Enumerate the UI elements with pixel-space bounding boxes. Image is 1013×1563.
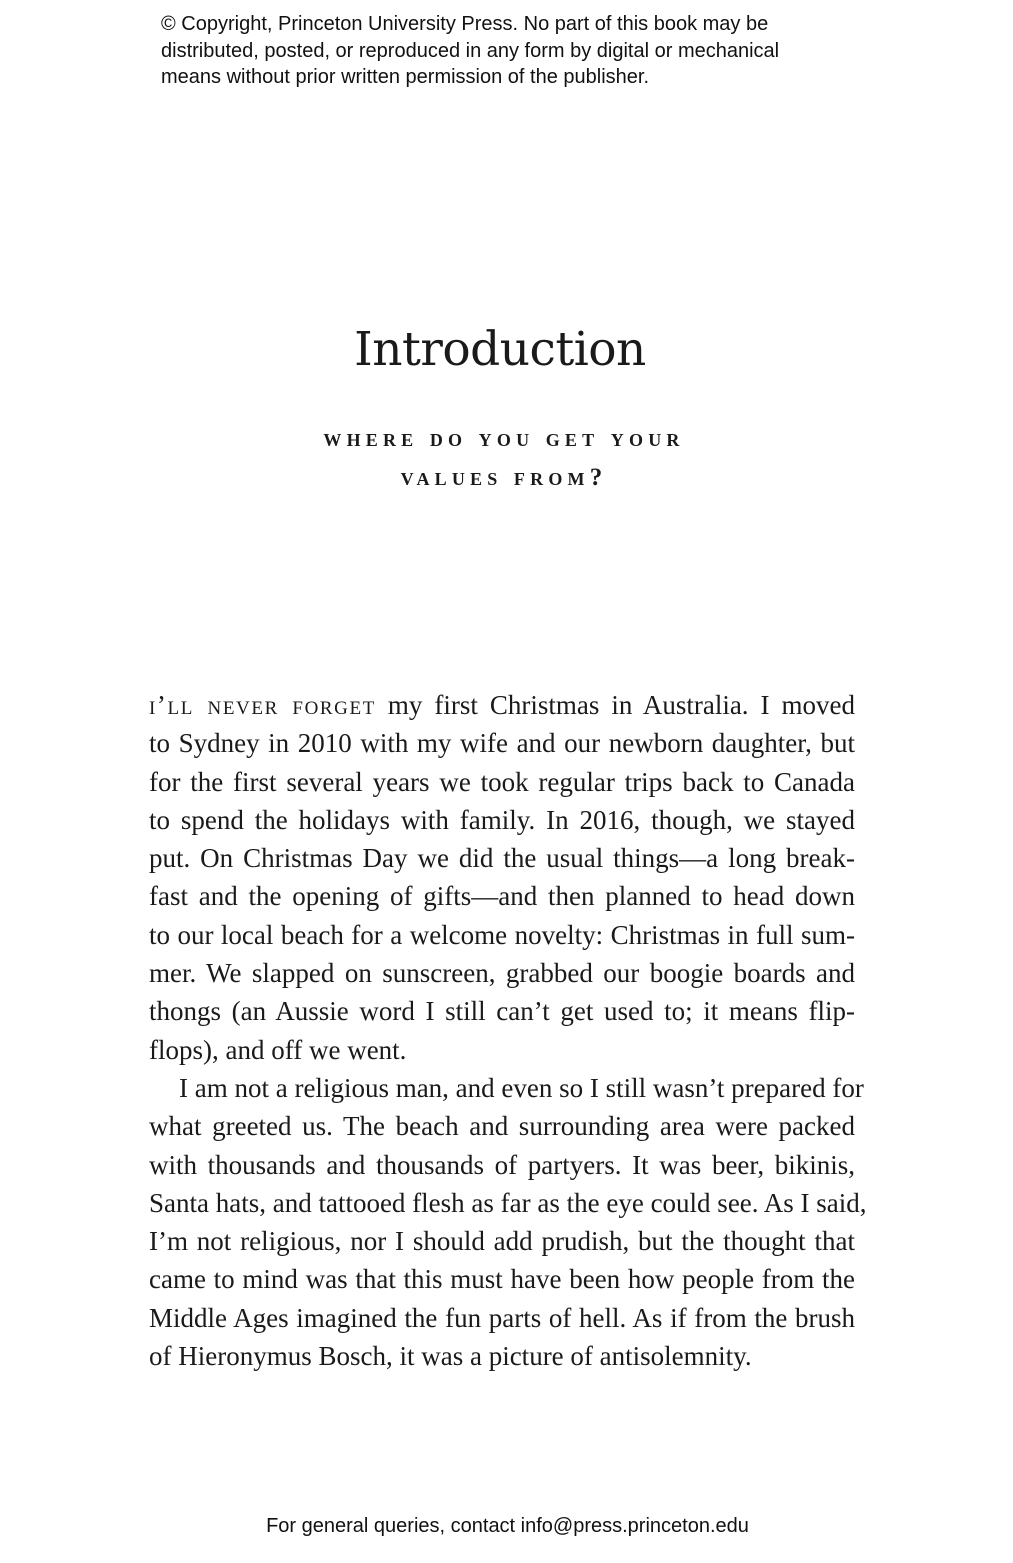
text-line: I am not a religious man, and even so I still wasn’t prepared for	[179, 1072, 864, 1103]
copyright-notice	[161, 11, 881, 91]
text-line: Santa hats, and tattooed flesh as far as the eye could see. As I said,	[149, 1187, 867, 1218]
chapter-subtitle-line: values from?	[400, 464, 608, 491]
paragraph	[149, 1069, 867, 1375]
body-text	[149, 686, 867, 1375]
chapter-subtitle	[0, 419, 1008, 497]
text-line: of Hieronymus Bosch, it was a picture of antisolemnity.	[149, 1341, 752, 1372]
copyright-line: distributed, posted, or reproduced in any form by digital or mechanical	[161, 39, 780, 62]
text-line: with thousands and thousands of partyers. It was beer, bikinis,	[149, 1149, 855, 1180]
text-line: to our local beach for a welcome novelty: Christmas in full sum-	[149, 919, 855, 950]
text-line: for the first several years we took regular trips back to Canada	[149, 766, 855, 797]
text-line	[149, 686, 855, 724]
text-line: what greeted us. The beach and surrounding area were packed	[149, 1111, 855, 1142]
copyright-line: © Copyright, Princeton University Press. No part of this book may be	[161, 13, 769, 35]
paragraph	[149, 686, 855, 1069]
footer-text: For general queries, contact info@press.princeton.edu	[266, 1515, 749, 1537]
chapter-title: Introduction	[354, 322, 646, 377]
text-line: came to mind was that this must have been how people from the	[149, 1264, 855, 1295]
text-line: flops), and off we went.	[149, 1034, 407, 1065]
text-line: I’m not religious, nor I should add prudish, but the thought that	[149, 1226, 855, 1257]
text-line: fast and the opening of gifts—and then planned to head down	[149, 881, 855, 912]
first-line-rest: my first Christmas in Australia. I moved	[375, 690, 855, 720]
lead-in: i’ll never forget	[149, 690, 376, 720]
text-line: put. On Christmas Day we did the usual things—a long break-	[149, 843, 855, 874]
footer-contact	[0, 1515, 1013, 1538]
text-line: Middle Ages imagined the fun parts of hell. As if from the brush	[149, 1302, 855, 1333]
text-line: to spend the holidays with family. In 2016, though, we stayed	[149, 804, 855, 835]
chapter-subtitle-line: where do you get your	[323, 425, 685, 452]
copyright-line: means without prior written permission of the publisher.	[161, 66, 650, 88]
text-line: thongs (an Aussie word I still can’t get used to; it means flip-	[149, 996, 855, 1027]
text-line: mer. We slapped on sunscreen, grabbed our boogie boards and	[149, 958, 855, 989]
text-line: to Sydney in 2010 with my wife and our newborn daughter, but	[149, 728, 855, 759]
